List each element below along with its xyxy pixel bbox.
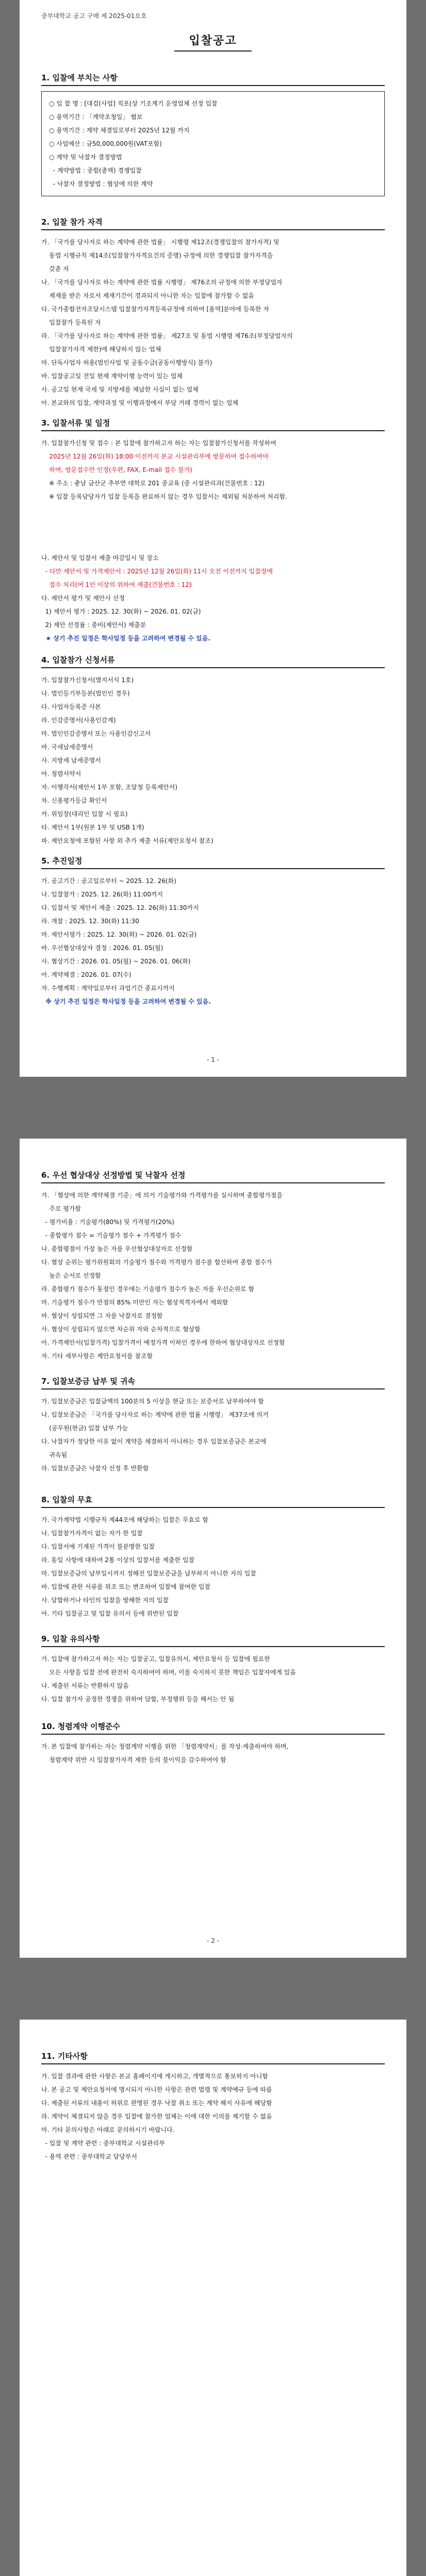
section-selection (41, 1170, 385, 1363)
list-item: 다. 협상 순위는 평가위원회의 기술평가 점수와 가격평가 점수를 합산하여 종합 점수가 (41, 1259, 272, 1266)
list-item: 자. 이행각서(제안서 1부 포함, 조달청 등록제안서) (41, 784, 177, 791)
section-integrity (41, 1721, 385, 1767)
section-heading: 5. 추진일정 (41, 856, 83, 866)
list-item: - 낙찰자 결정방법 : 협상에 의한 계약 (49, 180, 153, 188)
list-item: 주로 평가함 (41, 1205, 81, 1212)
section-heading: 9. 입찰 유의사항 (41, 1634, 100, 1643)
list-item: 다. 제출된 서류의 내용이 허위로 판명된 경우 낙찰 취소 또는 계약 해지 사유에 해당함 (41, 2099, 272, 2107)
list-item: 마. 기타 문의사항은 아래로 문의하시기 바랍니다. (41, 2126, 175, 2133)
page-title: 입찰공고 (189, 35, 237, 47)
section-invalid-bids (41, 1494, 385, 1620)
list-item: 바. 우선협상대상자 결정 : 2026. 01. 05(월) (41, 944, 163, 952)
list-item: 나. 종합평점이 가장 높은 자를 우선협상대상자로 선정함 (41, 1245, 193, 1252)
list-item: 제재를 받은 자로서 제재기간이 경과되지 아니한 자는 입찰에 참가할 수 없음 (41, 292, 254, 299)
list-item: 아. 본교와의 입찰, 계약과정 및 이행과정에서 부당 거래 경력이 없는 업체 (41, 399, 238, 406)
list-item: 2) 제안 선정률 : 종비(제안서) 제출분 (41, 621, 146, 629)
list-item: 1) 제안서 평가 : 2025. 12. 30(화) ~ 2026. 01. 02(금) (41, 608, 201, 615)
highlight-line: 2025년 12월 26일(화) 18:00 이전까지 본교 시설관리부에 방문하여 접수하여야 (41, 453, 269, 460)
list-item: 가. 입찰 결과에 관한 사항은 본교 홈페이지에 게시하고, 개별적으로 통보하지 아니함 (41, 2073, 268, 2080)
list-item: 마. 단독사업자 허용(법인사업 및 공동수급(공동이행방식) 불가) (41, 359, 212, 366)
list-item: 가. 입찰참가신청서(별지서식 1호) (41, 676, 134, 684)
list-item: 라. 종합평가 점수가 동점인 경우에는 기술평가 점수가 높은 자를 우선순위로 함 (41, 1285, 254, 1293)
list-item: 다. 입찰서 및 제안서 제출 : 2025. 12. 26(화) 11:30까지 (41, 904, 199, 911)
notice-line: ★ 상기 추진 일정은 학사일정 등을 고려하여 변경될 수 있음. (41, 635, 210, 642)
list-item: 아. 청렴서약서 (41, 770, 81, 777)
list-item: ○ 계약 및 낙찰자 결정방법 (49, 154, 122, 161)
list-item: 귀속됨 (41, 1451, 68, 1459)
highlight-line: 하며, 방문접수만 인정(우편, FAX, E-mail 접수 불가) (41, 466, 192, 473)
list-item: 갖춘 자 (41, 265, 69, 273)
list-item: 가. 「협상에 의한 계약체결 기준」에 의거 기술평가와 가격평가를 실시하며 종합평가점을 (41, 1192, 283, 1199)
list-item: 라. 계약이 체결되지 않을 경우 입찰에 참가한 업체는 이에 대한 이의를 제기할 수 없음 (41, 2113, 272, 2120)
list-item: 입찰참가자격 제한)에 해당하지 않는 업체 (41, 346, 161, 353)
section-heading: 10. 청렴계약 이행준수 (41, 1722, 120, 1731)
section-documents-schedule (41, 417, 385, 503)
list-item: 다. 사업자등록증 사본 (41, 703, 101, 710)
list-item: 바. 입찰공고일 전일 현재 계약이행 능력이 있는 업체 (41, 372, 183, 380)
list-item: 라. 「국가를 당사자로 하는 계약에 관한 법률」 제27조 및 동법 시행령 제76조(부정당업자의 (41, 332, 293, 340)
list-item: 아. 가격제안서(입찰가격) 입찰가격이 예정가격 이하인 경우에 한하여 협상대상자로 선정함 (41, 1339, 285, 1346)
list-item: 다. 낙찰자가 정당한 이유 없이 계약을 체결하지 아니하는 경우 입찰보증금은 본교에 (41, 1438, 267, 1445)
section-rule (41, 1507, 385, 1508)
list-item: 가. 입찰참가신청 및 접수 : 본 입찰에 참가하고자 하는 자는 입찰참가신청서를 작성하여 (41, 439, 276, 447)
bidding-items-box (41, 91, 385, 196)
list-item: 다. 국가종합전자조달시스템 입찰참가자격등록규정에 의하여 [용역]분야에 등록한 자 (41, 306, 269, 313)
list-item: ○ 용역기간 : 「계약초청일」 협보 (49, 113, 143, 121)
page-2 (20, 1139, 406, 1958)
section-rule (41, 229, 385, 230)
section-rule (41, 85, 385, 86)
section-heading: 6. 우선 협상대상 선정방법 및 낙찰자 선정 (41, 1171, 186, 1180)
page-number: - 2 - (207, 1937, 219, 1944)
list-item: ○ 입 찰 명 : [대검(사업] 직포(상 기조계기 운영업체 선정 입찰 (49, 100, 218, 107)
list-item: 가. 입찰에 참가하고자 하는 자는 입찰공고, 입찰유의서, 제안요청서 등 입찰에 필요한 (41, 1655, 270, 1663)
section-bidding-items (41, 72, 385, 196)
page-3 (20, 2020, 406, 2576)
section-bid-bond (41, 1376, 385, 1475)
highlight-line: 접수 처리(여 1인 이상의 위하여 제출(건물번호 : 12) (41, 581, 192, 588)
title-underline (174, 50, 252, 52)
list-item: - 종합평가 점수 = 기술평가 점수 + 가격평가 점수 (41, 1232, 182, 1239)
section-rule (41, 868, 385, 869)
list-item: 라. 개찰 : 2025. 12. 30(화) 11:30 (41, 918, 139, 925)
list-item: 높은 순서로 선정함 (41, 1272, 101, 1279)
notice-line: ※ 상기 추진 일정은 학사일정 등을 고려하여 변경될 수 있음. (41, 998, 211, 1005)
list-item: ○ 사업예산 : 금50,000,000원(VAT포함) (49, 140, 162, 147)
section-heading: 8. 입찰의 무효 (41, 1495, 93, 1504)
list-item: 나. 법인등기부등본(법인인 경우) (41, 690, 130, 697)
section-heading: 4. 입찰참가 신청서류 (41, 655, 115, 665)
list-item: ※ 입찰 등록담당자가 입찰 등록을 완료하지 않는 경우 입찰서는 제외됨 처분하여 처리함. (41, 493, 287, 500)
list-item: 가. 국가계약법 시행규칙 제44조에 해당하는 입찰은 무효로 함 (41, 1516, 208, 1523)
page-1 (20, 0, 406, 1077)
list-item: 마. 법인인감증명서 또는 사용인감신고서 (41, 730, 151, 737)
list-item: 사. 협상기간 : 2026. 01. 05(월) ~ 2026. 01. 06(화) (41, 958, 191, 965)
list-item: 마. 기술평가 점수가 만점의 85% 미만인 자는 협상적격자에서 제외함 (41, 1299, 228, 1306)
list-item: 아. 계약체결 : 2026. 01. 07(수) (41, 971, 132, 978)
list-item: 입찰참가 등록된 자 (41, 319, 101, 326)
page-number: - 1 - (207, 1056, 219, 1063)
list-item: 파. 제안요청에 포함된 사항 외 추가 제출 서류(제안요청서 참조) (41, 837, 214, 844)
list-item: 모든 사항을 입찰 전에 완전히 숙지하여야 하며, 이를 숙지하지 못한 책임은 입찰자에게 있음 (41, 1669, 296, 1676)
list-item: (공무원(현금) 입찰 납부 가능 (41, 1425, 128, 1432)
list-item: 나. 입찰보증금은 「국가를 당사자로 하는 계약에 관한 법률 시행령」 제37조에 의거 (41, 1411, 269, 1418)
list-item: 타. 제안서 1부(원본 1부 및 USB 1개) (41, 824, 144, 831)
list-item: 카. 위임장(대리인 입찰 시 필요) (41, 810, 128, 818)
section-other (41, 2050, 385, 2163)
section-eligibility (41, 216, 385, 410)
list-item: 나. 입찰참가 : 2025. 12. 26(화) 11:00까지 (41, 891, 163, 898)
section-rule (41, 1388, 385, 1389)
list-item: 사. 협상이 성립되지 않으면 차순위 자와 순차적으로 협상함 (41, 1326, 201, 1333)
section-heading: 1. 입찰에 부치는 사항 (41, 73, 118, 82)
document-number: 중부대학교 공고 구매 제 2025-01요호 (41, 12, 147, 20)
list-item: 나. 본 공고 및 제안요청서에 명시되지 아니한 사항은 관련 법령 및 계약예규 등에 따름 (41, 2086, 272, 2093)
section-rule (41, 1182, 385, 1183)
section-heading: 11. 기타사항 (41, 2052, 88, 2061)
list-item: 가. 「국가를 당사자로 하는 계약에 관한 법률」 시행령 제12조(경쟁입찰의 참가자격) 및 (41, 239, 280, 246)
section-rule (41, 1734, 385, 1735)
section-schedule (41, 855, 385, 1008)
list-item: 동법 시행규칙 제14조(입찰참가자격요건의 증명) 규정에 의한 경쟁입찰 참가자격을 (41, 252, 273, 259)
list-item: 청렴계약 위반 시 입찰참가자격 제한 등의 불이익을 감수하여야 함 (41, 1756, 226, 1764)
list-item: ※ 주소 : 충남 금산군 추부면 대학로 201 중교육 (중 시설관리과(건물번호 : 12) (41, 480, 265, 487)
list-item: - 입찰 및 계약 관련 : 중부대학교 시설관리부 (41, 2140, 165, 2147)
list-item: 마. 입찰보증금의 납부일시까지 정해진 입찰보증금을 납부하지 아니한 자의 입찰 (41, 1570, 256, 1577)
list-item: 나. 제출된 서류는 반환하지 않음 (41, 1682, 129, 1689)
section-rule (41, 430, 385, 431)
section-heading: 3. 입찰서류 및 일정 (41, 418, 110, 428)
list-item: 마. 제안서평가 : 2025. 12. 30(화) ~ 2026. 01. 02(금) (41, 931, 197, 938)
list-item: 자. 기타 세부사항은 제안요청서를 참조함 (41, 1352, 153, 1360)
highlight-line: - 다만 제안서 및 가격제안서 : 2025년 12월 26일(화) 11시 오전 이전까지 입찰장에 (41, 568, 273, 575)
list-item: 라. 인감증명서(사용인감계) (41, 717, 116, 724)
section-submission (41, 551, 385, 645)
list-item: 다. 제안서 평가 및 제안사 선정 (41, 595, 125, 602)
list-item: 나. 제안서 및 입찰서 제출 마감일시 및 장소 (41, 554, 159, 562)
list-item: 나. 「국가를 당사자로 하는 계약에 관한 법률 시행령」 제76조의 규정에 의한 부정당업자 (41, 279, 283, 286)
section-precautions (41, 1633, 385, 1706)
list-item: 가. 공고기간 : 공고일로부터 ~ 2025. 12. 26(화) (41, 877, 176, 885)
list-item: 바. 협상이 성립되면 그 자를 낙찰자로 결정함 (41, 1312, 163, 1319)
list-item: 사. 담합하거나 타인의 입찰을 방해한 자의 입찰 (41, 1597, 169, 1604)
list-item: 사. 공고일 현재 국세 및 지방세를 체납한 사실이 없는 업체 (41, 386, 199, 393)
list-item: 라. 동일 사항에 대하여 2통 이상의 입찰서를 제출한 입찰 (41, 1556, 194, 1564)
list-item: 사. 지방세 납세증명서 (41, 757, 101, 764)
list-item: - 평가비율 : 기술평가(80%) 및 가격평가(20%) (41, 1218, 174, 1226)
list-item: 바. 입찰에 관한 서류를 위조 또는 변조하여 입찰에 참여한 입찰 (41, 1583, 210, 1590)
list-item: - 계약방법 : 중합(총액) 경쟁입찰 (49, 167, 142, 174)
section-heading: 2. 입찰 참가 자격 (41, 217, 103, 227)
list-item: 라. 입찰보증금은 낙찰자 선정 후 반환함 (41, 1465, 149, 1472)
list-item: 자. 수행계획 : 계약일로부터 과업기간 종료시까지 (41, 985, 175, 992)
list-item: 나. 입찰참가자격이 없는 자가 한 입찰 (41, 1530, 143, 1537)
list-item: 가. 입찰보증금은 입찰금액의 100분의 5 이상을 현금 또는 보증서로 납부하여야 함 (41, 1398, 264, 1405)
list-item: 가. 본 입찰에 참가하는 자는 청렴계약 이행을 위한 「청렴계약서」를 작성·제출하여야 하며, (41, 1743, 289, 1750)
list-item: ○ 용역기간 : 계약 체결일로부터 2025년 12월 까지 (49, 127, 190, 134)
section-rule (41, 1646, 385, 1647)
section-application-docs (41, 654, 385, 848)
list-item: 다. 입찰 참가자 공정한 경쟁을 위하여 담합, 부정행위 등을 해서는 안 됨 (41, 1696, 235, 1703)
section-rule (41, 2063, 385, 2064)
section-rule (41, 667, 385, 668)
list-item: 바. 국세납세증명서 (41, 743, 93, 751)
list-item: 차. 신용평가등급 확인서 (41, 797, 107, 804)
list-item: 아. 기타 입찰공고 및 입찰 유의서 등에 위반된 입찰 (41, 1610, 179, 1617)
section-heading: 7. 입찰보증금 납부 및 귀속 (41, 1377, 135, 1386)
list-item: 다. 입찰서에 기재된 가격이 불분명한 입찰 (41, 1543, 155, 1550)
list-item: - 용역 관련 : 중부대학교 담당부서 (41, 2153, 137, 2160)
